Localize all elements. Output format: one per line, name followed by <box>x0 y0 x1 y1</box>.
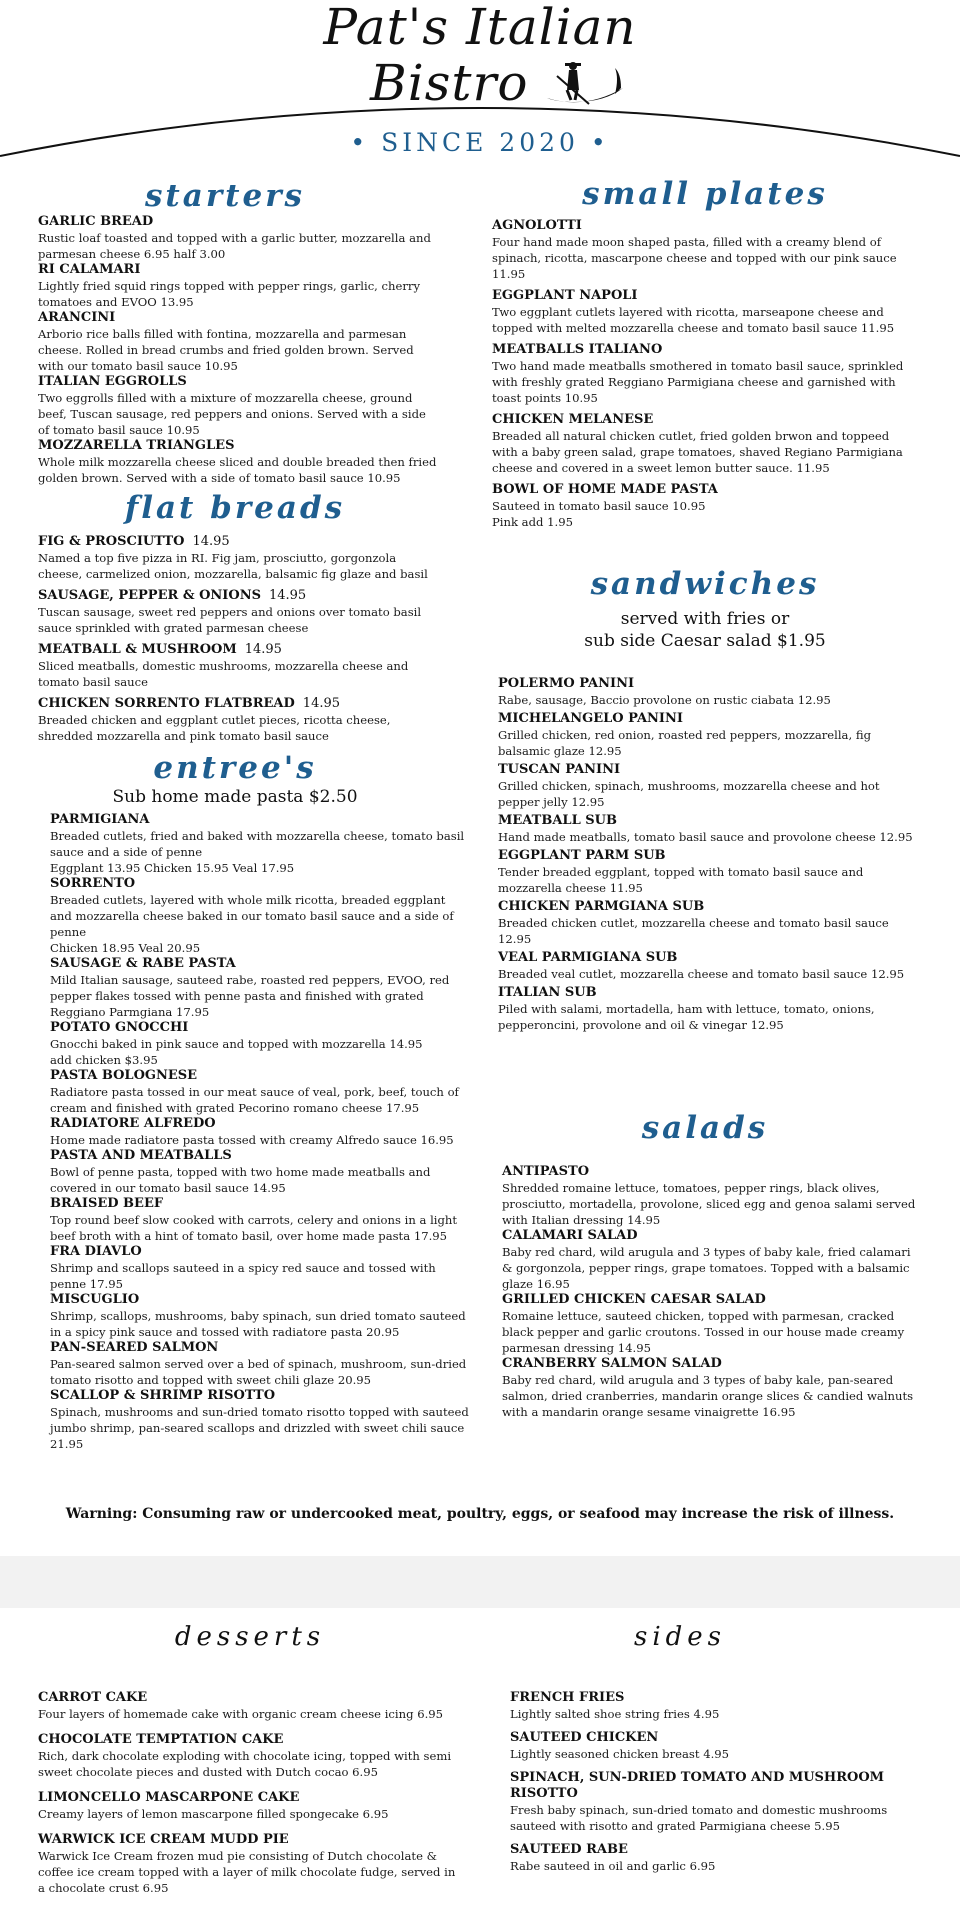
entrees-list <box>50 812 470 1452</box>
menu-item <box>38 1732 458 1780</box>
menu-item-description: Shredded romaine lettuce, tomatoes, pepper rings, black olives, prosciutto, mortadella, provolone, sliced egg and genoa salami served with Italian dressing 14.95 <box>502 1181 916 1227</box>
menu-item-name <box>38 1690 458 1706</box>
menu-item <box>498 899 918 947</box>
menu-item-description: Mild Italian sausage, sauteed rabe, roasted red peppers, EVOO, red pepper flakes tossed with penne pasta and finished with grated Reggiano Parmgiana 17.95 <box>50 973 450 1019</box>
menu-item-description: Lightly salted shoe string fries 4.95 <box>510 1707 720 1721</box>
menu-item-name <box>502 1228 920 1244</box>
menu-item-description: Arborio rice balls filled with fontina, mozzarella and parmesan cheese. Rolled in bread crumbs and fried golden brown. Served with our tomato basil sauce 10.95 <box>38 327 414 373</box>
menu-item-name-text: CALAMARI SALAD <box>502 1228 638 1243</box>
menu-item <box>510 1730 910 1762</box>
menu-item <box>498 950 918 982</box>
menu-item-name <box>50 1388 470 1404</box>
menu-item-name-text: RI CALAMARI <box>38 262 141 277</box>
menu-item-name <box>38 310 438 326</box>
menu-item-name-text: SORRENTO <box>50 876 136 891</box>
menu-item-description: Hand made meatballs, tomato basil sauce and provolone cheese 12.95 <box>498 830 913 844</box>
menu-item-name-text: FIG & PROSCIUTTO <box>38 534 185 549</box>
menu-item-description: Top round beef slow cooked with carrots, celery and onions in a light beef broth with a hint of tomato basil, over home made pasta 17.95 <box>50 1213 458 1243</box>
menu-item-name <box>38 1790 458 1806</box>
menu-item-name-text: VEAL PARMIGIANA SUB <box>498 950 678 965</box>
menu-item <box>498 676 918 708</box>
menu-item-description: Creamy layers of lemon mascarpone filled spongecake 6.95 <box>38 1807 389 1821</box>
menu-item-description: Baby red chard, wild arugula and 3 types of baby kale, pan-seared salmon, dried cranberries, mandarin orange slices & candied walnuts with a mandarin orange sesame vinaigrette 16.95 <box>502 1373 914 1419</box>
menu-item <box>38 1790 458 1822</box>
menu-item-name-text: PASTA AND MEATBALLS <box>50 1148 232 1163</box>
menu-item-name <box>498 676 918 692</box>
menu-item-name <box>50 1340 470 1356</box>
menu-item-description: Rustic loaf toasted and topped with a garlic butter, mozzarella and parmesan cheese 6.95 half 3.00 <box>38 231 431 261</box>
menu-item <box>502 1164 920 1228</box>
menu-item <box>492 218 912 282</box>
menu-item-price: 14.95 <box>268 588 307 603</box>
menu-item-name <box>38 696 438 712</box>
menu-item <box>38 438 438 486</box>
menu-item-name-text: SAUTEED RABE <box>510 1842 628 1857</box>
menu-item-name-text: SPINACH, SUN-DRIED TOMATO AND MUSHROOM RISOTTO <box>510 1770 885 1801</box>
menu-item-name <box>510 1690 910 1706</box>
menu-item-name <box>38 642 438 658</box>
menu-item-price: 14.95 <box>244 642 282 657</box>
menu-item-name <box>502 1164 920 1180</box>
menu-item <box>492 412 912 476</box>
menu-item <box>498 711 918 759</box>
menu-item-description: Sauteed in tomato basil sauce 10.95 <box>492 499 706 513</box>
menu-item-name-text: SCALLOP & SHRIMP RISOTTO <box>50 1388 276 1403</box>
menu-item-name-text: CRANBERRY SALMON SALAD <box>502 1356 722 1371</box>
menu-item-name <box>38 262 438 278</box>
menu-item-name-text: EGGPLANT PARM SUB <box>498 848 666 863</box>
menu-item <box>50 1020 470 1068</box>
menu-item <box>38 374 438 438</box>
sandwiches-subtitle-line2: sub side Caesar salad $1.95 <box>584 631 826 651</box>
sandwiches-subtitle <box>490 608 920 652</box>
desserts-list <box>38 1690 458 1896</box>
menu-item-description: Piled with salami, mortadella, ham with lettuce, tomato, onions, pepperoncini, provolone and oil & vinegar 12.95 <box>498 1002 875 1032</box>
menu-item-name <box>38 1732 458 1748</box>
menu-item-name <box>50 812 470 828</box>
menu-item <box>50 876 470 956</box>
menu-item-name <box>492 218 912 234</box>
logo-title-line1: Pat's Italian <box>323 0 637 56</box>
menu-item-name <box>498 813 918 829</box>
menu-item-name-text: MEATBALL SUB <box>498 813 617 828</box>
menu-item <box>502 1292 920 1356</box>
menu-item-name <box>38 534 438 550</box>
menu-item-description: Lightly fried squid rings topped with pepper rings, garlic, cherry tomatoes and EVOO 13.95 <box>38 279 421 309</box>
menu-item-description: Tuscan sausage, sweet red peppers and onions over tomato basil sauce sprinkled with grated parmesan cheese <box>38 605 422 635</box>
page-separator <box>0 1556 960 1608</box>
menu-item-name <box>50 1292 470 1308</box>
menu-item-description: Grilled chicken, spinach, mushrooms, mozzarella cheese and hot pepper jelly 12.95 <box>498 779 880 809</box>
menu-item-name <box>498 950 918 966</box>
menu-item-name <box>498 848 918 864</box>
section-title-sides: sides <box>633 1622 727 1652</box>
menu-item-name <box>492 342 912 358</box>
menu-item-description: Tender breaded eggplant, topped with tomato basil sauce and mozzarella cheese 11.95 <box>498 865 864 895</box>
menu-item-description: Baby red chard, wild arugula and 3 types of baby kale, fried calamari & gorgonzola, pepper rings, grape tomatoes. Topped with a balsamic glaze 16.95 <box>502 1245 911 1291</box>
menu-item-description: Home made radiatore pasta tossed with creamy Alfredo sauce 16.95 <box>50 1133 454 1147</box>
menu-item-name <box>498 711 918 727</box>
menu-item-name-text: ITALIAN EGGROLLS <box>38 374 187 389</box>
menu-item <box>38 262 438 310</box>
menu-item-name <box>510 1730 910 1746</box>
entrees-subtitle: Sub home made pasta $2.50 <box>112 787 358 807</box>
menu-item <box>50 1148 470 1196</box>
menu-item-name-text: MICHELANGELO PANINI <box>498 711 683 726</box>
menu-item-name-text: CHICKEN PARMGIANA SUB <box>498 899 705 914</box>
menu-item <box>38 1832 458 1896</box>
menu-item-name-text: POLERMO PANINI <box>498 676 635 691</box>
menu-item-extra: Eggplant 13.95 Chicken 15.95 Veal 17.95 <box>50 861 295 875</box>
menu-item-description: Breaded cutlets, fried and baked with mozzarella cheese, tomato basil sauce and a side of penne <box>50 829 465 859</box>
menu-item <box>38 588 438 636</box>
menu-item-name-text: PARMIGIANA <box>50 812 150 827</box>
menu-item-name-text: MEATBALL & MUSHROOM <box>38 642 237 657</box>
menu-item-extra: Pink add 1.95 <box>492 515 573 529</box>
menu-item-name-text: FRENCH FRIES <box>510 1690 625 1705</box>
menu-item-name-text: BRAISED BEEF <box>50 1196 164 1211</box>
menu-item-name <box>498 762 918 778</box>
menu-item-name-text: FRA DIAVLO <box>50 1244 142 1259</box>
menu-item-description: Breaded chicken cutlet, mozzarella cheese and tomato basil sauce 12.95 <box>498 916 889 946</box>
menu-item-description: Whole milk mozzarella cheese sliced and double breaded then fried golden brown. Served with a side of tomato basil sauce 10.95 <box>38 455 437 485</box>
menu-item-name <box>492 288 912 304</box>
menu-item <box>38 534 438 582</box>
menu-item-name <box>502 1292 920 1308</box>
salads-list <box>502 1164 920 1420</box>
menu-item <box>50 1068 470 1116</box>
menu-item-name-text: EGGPLANT NAPOLI <box>492 288 638 303</box>
menu-item-description: Fresh baby spinach, sun-dried tomato and domestic mushrooms sauteed with risotto and grated Parmigiana cheese 5.95 <box>510 1803 888 1833</box>
menu-item-name <box>50 1068 470 1084</box>
menu-item-name-text: LIMONCELLO MASCARPONE CAKE <box>38 1790 300 1805</box>
since-tagline: • SINCE 2020 • <box>350 128 610 157</box>
menu-item-price: 14.95 <box>302 696 341 711</box>
menu-item-name-text: POTATO GNOCCHI <box>50 1020 189 1035</box>
menu-item <box>492 288 912 336</box>
menu-item-description: Gnocchi baked in pink sauce and topped with mozzarella 14.95 <box>50 1037 423 1051</box>
menu-item <box>498 813 918 845</box>
menu-item-name <box>510 1842 910 1858</box>
menu-item <box>498 762 918 810</box>
menu-item-description: Two hand made meatballs smothered in tomato basil sauce, sprinkled with freshly grated Reggiano Parmigiana cheese and garnished with toast points 10.95 <box>492 359 904 405</box>
menu-item-name <box>498 899 918 915</box>
menu-item-name <box>38 438 438 454</box>
menu-item-description: Spinach, mushrooms and sun-dried tomato risotto topped with sauteed jumbo shrimp, pan-seared scallops and drizzled with sweet chili sauce 21.95 <box>50 1405 469 1451</box>
starters-list <box>38 214 438 486</box>
menu-item-name <box>50 1020 470 1036</box>
menu-item-name-text: MISCUGLIO <box>50 1292 140 1307</box>
menu-item <box>510 1690 910 1722</box>
menu-item-name <box>50 1196 470 1212</box>
menu-item-description: Two eggplant cutlets layered with ricotta, marseapone cheese and topped with melted mozzarella cheese and tomato basil sauce 11.95 <box>492 305 895 335</box>
menu-item <box>510 1770 910 1834</box>
section-title-small-plates: small plates <box>582 176 828 212</box>
section-title-entrees: entree's <box>153 750 317 786</box>
menu-item-description: Breaded veal cutlet, mozzarella cheese and tomato basil sauce 12.95 <box>498 967 905 981</box>
menu-item-name-text: AGNOLOTTI <box>492 218 582 233</box>
food-safety-warning: Warning: Consuming raw or undercooked meat, poultry, eggs, or seafood may increase the risk of illness. <box>65 1506 895 1522</box>
menu-item-name <box>510 1770 910 1802</box>
menu-item <box>38 1690 458 1722</box>
menu-item <box>498 985 918 1033</box>
menu-item-description: Shrimp and scallops sauteed in a spicy red sauce and tossed with penne 17.95 <box>50 1261 436 1291</box>
menu-item-name-text: MOZZARELLA TRIANGLES <box>38 438 235 453</box>
menu-item <box>502 1356 920 1420</box>
menu-item-name-text: CARROT CAKE <box>38 1690 148 1705</box>
menu-item-description: Shrimp, scallops, mushrooms, baby spinach, sun dried tomato sauteed in a spicy pink sauce and tossed with radiatore pasta 20.95 <box>50 1309 466 1339</box>
menu-item-description: Radiatore pasta tossed in our meat sauce of veal, pork, beef, touch of cream and finished with grated Pecorino romano cheese 17.95 <box>50 1085 459 1115</box>
menu-item-extra: Chicken 18.95 Veal 20.95 <box>50 941 201 955</box>
menu-item-extra: add chicken $3.95 <box>50 1053 158 1067</box>
menu-item <box>502 1228 920 1292</box>
menu-item <box>50 1244 470 1292</box>
menu-item <box>38 310 438 374</box>
menu-item-description: Breaded chicken and eggplant cutlet pieces, ricotta cheese, shredded mozzarella and pink tomato basil sauce <box>38 713 391 743</box>
menu-item-name-text: CHICKEN SORRENTO FLATBREAD <box>38 696 295 711</box>
menu-item-name-text: ANTIPASTO <box>502 1164 590 1179</box>
menu-item-description: Breaded cutlets, layered with whole milk ricotta, breaded eggplant and mozzarella cheese baked in our tomato basil sauce and a side of penne <box>50 893 454 939</box>
menu-item <box>50 812 470 876</box>
menu-item <box>50 1340 470 1388</box>
section-title-flat-breads: flat breads <box>124 490 346 526</box>
menu-item <box>50 956 470 1020</box>
menu-item-name <box>492 412 912 428</box>
menu-item-name-text: WARWICK ICE CREAM MUDD PIE <box>38 1832 289 1847</box>
section-title-salads: salads <box>641 1110 769 1146</box>
menu-item-name <box>492 482 912 498</box>
menu-item-description: Two eggrolls filled with a mixture of mozzarella cheese, ground beef, Tuscan sausage, red peppers and onions. Served with a side of tomato basil sauce 10.95 <box>38 391 426 437</box>
section-title-starters: starters <box>144 178 306 214</box>
menu-item-name-text: ARANCINI <box>38 310 116 325</box>
menu-item-name-text: ITALIAN SUB <box>498 985 597 1000</box>
menu-item <box>38 642 438 690</box>
menu-item-description: Breaded all natural chicken cutlet, fried golden brwon and toppeed with a baby green salad, grape tomatoes, shaved Regiano Parmigiana cheese and covered in a sweet lemon butter sauce. 11.95 <box>492 429 903 475</box>
menu-item-name-text: PAN-SEARED SALMON <box>50 1340 219 1355</box>
menu-item-description: Four layers of homemade cake with organic cream cheese icing 6.95 <box>38 1707 444 1721</box>
flatbreads-list <box>38 534 438 744</box>
menu-item <box>50 1388 470 1452</box>
section-title-sandwiches: sandwiches <box>590 566 820 602</box>
menu-item-name-text: CHOCOLATE TEMPTATION CAKE <box>38 1732 284 1747</box>
sandwiches-subtitle-line1: served with fries or <box>620 609 790 629</box>
menu-item-description: Lightly seasoned chicken breast 4.95 <box>510 1747 730 1761</box>
menu-item-name-text: MEATBALLS ITALIANO <box>492 342 663 357</box>
menu-item-name <box>38 588 438 604</box>
menu-item-name-text: GARLIC BREAD <box>38 214 154 229</box>
menu-item-description: Rabe, sausage, Baccio provolone on rustic ciabata 12.95 <box>498 693 831 707</box>
menu-item-name <box>38 214 438 230</box>
menu-item-name-text: RADIATORE ALFREDO <box>50 1116 216 1131</box>
menu-item-name-text: SAUSAGE & RABE PASTA <box>50 956 236 971</box>
small-plates-list <box>492 218 912 530</box>
section-title-desserts: desserts <box>174 1622 326 1652</box>
menu-item-name-text: SAUSAGE, PEPPER & ONIONS <box>38 588 261 603</box>
menu-item-description: Romaine lettuce, sauteed chicken, topped with parmesan, cracked black pepper and garlic croutons. Tossed in our house made creamy parmesan dressing 14.95 <box>502 1309 905 1355</box>
menu-item-description: Bowl of penne pasta, topped with two home made meatballs and covered in our tomato basil sauce 14.95 <box>50 1165 431 1195</box>
menu-item <box>38 696 438 744</box>
menu-item-name <box>50 1116 470 1132</box>
menu-item-name <box>498 985 918 1001</box>
menu-item <box>492 482 912 530</box>
menu-item-name <box>50 1148 470 1164</box>
menu-item-name <box>50 876 470 892</box>
menu-item <box>50 1116 470 1148</box>
menu-item-description: Named a top five pizza in RI. Fig jam, prosciutto, gorgonzola cheese, carmelized onion, mozzarella, balsamic fig glaze and basil <box>38 551 428 581</box>
menu-item-name-text: TUSCAN PANINI <box>498 762 621 777</box>
menu-item <box>492 342 912 406</box>
menu-item <box>498 848 918 896</box>
menu-item-description: Warwick Ice Cream frozen mud pie consisting of Dutch chocolate & coffee ice cream topped with a layer of milk chocolate fudge, served in a chocolate crust 6.95 <box>38 1849 456 1895</box>
menu-item-description: Four hand made moon shaped pasta, filled with a creamy blend of spinach, ricotta, mascarpone cheese and topped with our pink sauce 11.95 <box>492 235 897 281</box>
sides-list <box>510 1690 910 1874</box>
menu-item-name-text: CHICKEN MELANESE <box>492 412 654 427</box>
menu-item-name <box>50 1244 470 1260</box>
menu-item <box>50 1196 470 1244</box>
sandwiches-list <box>498 676 918 1033</box>
menu-item-name <box>38 374 438 390</box>
menu-item-description: Rich, dark chocolate exploding with chocolate icing, topped with semi sweet chocolate pieces and dusted with Dutch cocao 6.95 <box>38 1749 452 1779</box>
menu-item-name <box>502 1356 920 1372</box>
menu-item <box>50 1292 470 1340</box>
menu-item-name-text: BOWL OF HOME MADE PASTA <box>492 482 718 497</box>
menu-item <box>38 214 438 262</box>
menu-item-description: Sliced meatballs, domestic mushrooms, mozzarella cheese and tomato basil sauce <box>38 659 409 689</box>
menu-item-name <box>50 956 470 972</box>
menu-item-description: Rabe sauteed in oil and garlic 6.95 <box>510 1859 716 1873</box>
menu-item-name-text: PASTA BOLOGNESE <box>50 1068 198 1083</box>
menu-item <box>510 1842 910 1874</box>
menu-item-name-text: SAUTEED CHICKEN <box>510 1730 659 1745</box>
menu-item-price: 14.95 <box>192 534 230 549</box>
logo-title-line2: Bistro <box>370 54 529 112</box>
menu-item-name <box>38 1832 458 1848</box>
menu-item-description: Pan-seared salmon served over a bed of spinach, mushroom, sun-dried tomato risotto and topped with sweet chili glaze 20.95 <box>50 1357 467 1387</box>
menu-item-name-text: GRILLED CHICKEN CAESAR SALAD <box>502 1292 766 1307</box>
menu-item-description: Grilled chicken, red onion, roasted red peppers, mozzarella, fig balsamic glaze 12.95 <box>498 728 871 758</box>
